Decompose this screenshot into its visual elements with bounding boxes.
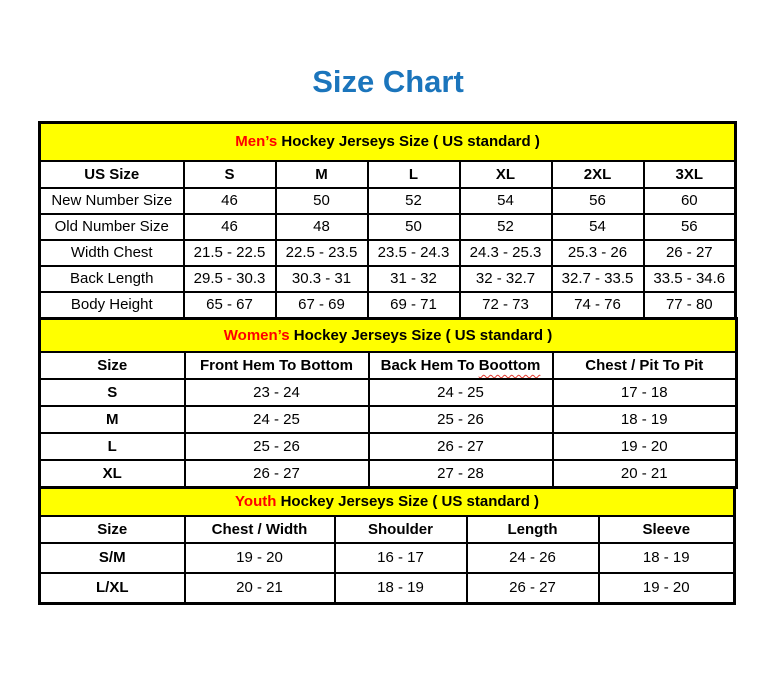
table-cell: 54 <box>552 214 644 240</box>
table-cell: 32 - 32.7 <box>460 266 552 292</box>
table-cell: 25 - 26 <box>185 433 369 460</box>
table-row <box>40 240 736 266</box>
youth-section-highlight: Youth <box>235 493 277 511</box>
table-cell: 29.5 - 30.3 <box>184 266 276 292</box>
row-label: Width Chest <box>40 240 184 266</box>
table-row <box>40 406 737 433</box>
table-cell: 27 - 28 <box>369 460 553 488</box>
table-cell: 19 - 20 <box>553 433 737 460</box>
table-cell: 30.3 - 31 <box>276 266 368 292</box>
column-header-label: XL <box>495 165 516 183</box>
table-row <box>40 543 735 573</box>
table-row <box>40 460 737 488</box>
row-label: L <box>40 433 185 460</box>
table-cell: 52 <box>460 214 552 240</box>
row-label: L/XL <box>40 573 185 604</box>
mens-section-header <box>40 123 736 162</box>
column-header-label: L <box>408 165 419 183</box>
column-header-label: Front Hem To Bottom <box>199 356 354 374</box>
table-cell: 46 <box>184 214 276 240</box>
table-cell: 24.3 - 25.3 <box>460 240 552 266</box>
column-header <box>644 161 736 188</box>
womens-section-header <box>40 319 737 353</box>
column-header-label: US Size <box>84 165 140 183</box>
table-cell: 18 - 19 <box>599 543 735 573</box>
column-header-label: Size <box>97 520 128 538</box>
womens-section-title: Hockey Jerseys Size ( US standard ) <box>289 326 553 344</box>
row-label: Back Length <box>40 266 184 292</box>
table-cell: 26 - 27 <box>644 240 736 266</box>
table-cell: 25.3 - 26 <box>552 240 644 266</box>
table-cell: 18 - 19 <box>553 406 737 433</box>
table-cell: 60 <box>644 188 736 214</box>
table-cell: 16 - 17 <box>335 543 467 573</box>
youth-section-header <box>40 488 735 517</box>
column-header <box>40 516 185 543</box>
table-row <box>40 266 736 292</box>
column-header-label: M <box>315 165 328 183</box>
table-cell: 20 - 21 <box>185 573 335 604</box>
table-cell: 77 - 80 <box>644 292 736 319</box>
mens-band-row <box>40 123 736 162</box>
column-header-label: Size <box>97 356 128 374</box>
table-cell: 24 - 25 <box>185 406 369 433</box>
womens-size-table <box>38 317 738 489</box>
column-header-label: Chest / Pit To Pit <box>585 356 704 374</box>
table-row <box>40 379 737 406</box>
table-row <box>40 188 736 214</box>
column-header-label: Chest / Width <box>211 520 308 538</box>
table-cell: 69 - 71 <box>368 292 460 319</box>
table-cell: 19 - 20 <box>185 543 335 573</box>
youth-header-row <box>40 516 735 543</box>
table-cell: 54 <box>460 188 552 214</box>
column-header <box>184 161 276 188</box>
table-cell: 52 <box>368 188 460 214</box>
row-label: M <box>40 406 185 433</box>
youth-size-table <box>38 486 736 605</box>
table-cell: 31 - 32 <box>368 266 460 292</box>
womens-section-highlight: Women’s <box>223 326 290 344</box>
table-cell: 18 - 19 <box>335 573 467 604</box>
mens-size-table <box>38 121 737 320</box>
table-cell: 19 - 20 <box>599 573 735 604</box>
column-header <box>185 516 335 543</box>
table-cell: 32.7 - 33.5 <box>552 266 644 292</box>
table-cell: 26 - 27 <box>185 460 369 488</box>
column-header <box>185 352 369 379</box>
youth-band-row <box>40 488 735 517</box>
column-header <box>552 161 644 188</box>
row-label: New Number Size <box>40 188 184 214</box>
column-header <box>335 516 467 543</box>
table-cell: 24 - 25 <box>369 379 553 406</box>
table-cell: 46 <box>184 188 276 214</box>
table-cell: 56 <box>644 214 736 240</box>
table-cell: 50 <box>276 188 368 214</box>
table-cell: 50 <box>368 214 460 240</box>
column-header-label: 2XL <box>583 165 612 183</box>
table-cell: 23 - 24 <box>185 379 369 406</box>
column-header-label: Shoulder <box>367 520 433 538</box>
mens-section-highlight: Men’s <box>235 133 278 151</box>
table-cell: 21.5 - 22.5 <box>184 240 276 266</box>
table-cell: 24 - 26 <box>467 543 599 573</box>
table-cell: 72 - 73 <box>460 292 552 319</box>
column-header-label: Back Hem To <box>380 356 479 374</box>
column-header <box>368 161 460 188</box>
column-header <box>40 161 184 188</box>
table-cell: 22.5 - 23.5 <box>276 240 368 266</box>
row-label: S/M <box>40 543 185 573</box>
mens-header-row <box>40 161 736 188</box>
table-cell: 26 - 27 <box>369 433 553 460</box>
table-cell: 74 - 76 <box>552 292 644 319</box>
row-label: S <box>40 379 185 406</box>
table-cell: 65 - 67 <box>184 292 276 319</box>
column-header-label: Length <box>507 520 558 538</box>
table-cell: 17 - 18 <box>553 379 737 406</box>
youth-section-title: Hockey Jerseys Size ( US standard ) <box>276 493 540 511</box>
womens-header-row <box>40 352 737 379</box>
size-chart-tables <box>38 121 736 605</box>
table-row <box>40 214 736 240</box>
table-cell: 67 - 69 <box>276 292 368 319</box>
row-label: XL <box>40 460 185 488</box>
table-row <box>40 292 736 319</box>
row-label: Old Number Size <box>40 214 184 240</box>
column-header-label: 3XL <box>675 165 704 183</box>
table-row <box>40 573 735 604</box>
column-header-label: S <box>224 165 235 183</box>
page-title: Size Chart <box>312 64 464 99</box>
misspelled-word: Boottom <box>478 356 541 374</box>
table-cell: 33.5 - 34.6 <box>644 266 736 292</box>
column-header <box>460 161 552 188</box>
row-label: Body Height <box>40 292 184 319</box>
table-row <box>40 433 737 460</box>
table-cell: 48 <box>276 214 368 240</box>
column-header <box>369 352 553 379</box>
column-header-label: Sleeve <box>642 520 691 538</box>
table-cell: 26 - 27 <box>467 573 599 604</box>
table-cell: 25 - 26 <box>369 406 553 433</box>
table-cell: 56 <box>552 188 644 214</box>
table-cell: 23.5 - 24.3 <box>368 240 460 266</box>
mens-section-title: Hockey Jerseys Size ( US standard ) <box>277 133 540 151</box>
womens-band-row <box>40 319 737 353</box>
column-header <box>276 161 368 188</box>
table-cell: 20 - 21 <box>553 460 737 488</box>
column-header <box>467 516 599 543</box>
column-header <box>599 516 735 543</box>
column-header <box>553 352 737 379</box>
column-header <box>40 352 185 379</box>
